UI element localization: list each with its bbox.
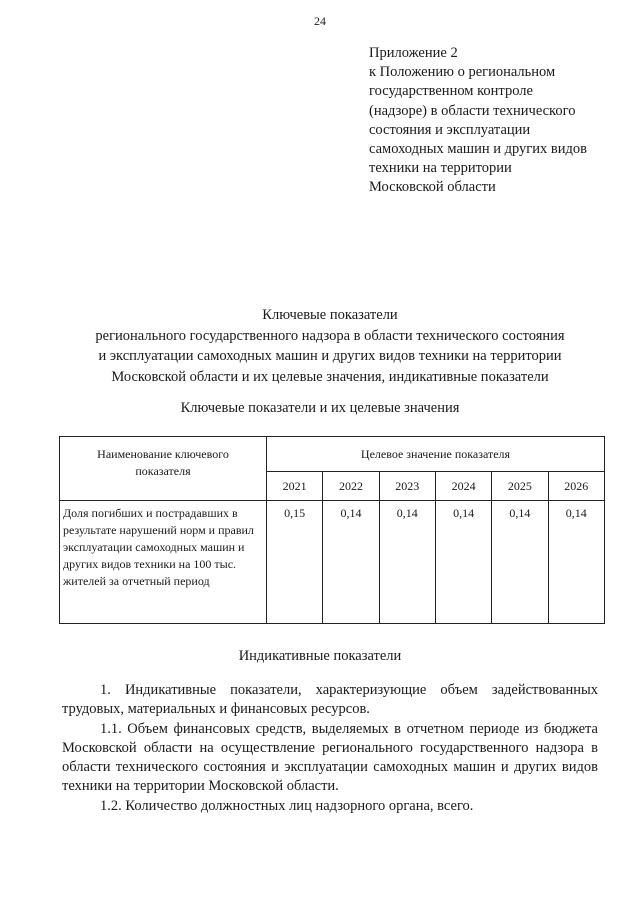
table-title: Ключевые показатели и их целевые значения [180,400,460,416]
paragraph: 1.1. Объем финансовых средств, выделяемых в отчетном периоде из бюджета Московской области на осуществление регионального государственного надзора в области технического состояния и эксплуатации самоходных машин и других видов техники на территории Московской области. [62,720,598,795]
value-cell: 0,14 [323,501,379,624]
paragraph: 1. Индикативные показатели, характеризующие объем задействованных трудовых, материальных и финансовых ресурсов. [62,682,598,718]
year-header: 2024 [435,472,491,501]
appendix-line: (надзоре) в области технического [369,102,576,119]
appendix-line: состояния и эксплуатации [369,121,531,138]
appendix-line: к Положению о региональном [369,64,556,81]
value-cell: 0,14 [548,501,604,624]
heading-line: и эксплуатации самоходных машин и других видов техники на территории [98,348,562,364]
name-column-header: Наименование ключевого показателя [60,437,267,501]
appendix-line: техники на территории [369,160,512,177]
year-header: 2023 [379,472,435,501]
document-heading [40,305,620,387]
year-header: 2021 [267,472,323,501]
indicator-name-cell: Доля погибших и пострадавших в результате нарушений норм и правил эксплуатации самоходных машин и других видов техники на 100 тыс. жителей за отчетный период [60,501,267,624]
paragraph: 1.2. Количество должностных лиц надзорного органа, всего. [100,797,474,814]
heading-line: Московской области и их целевые значения, индикативные показатели [111,368,549,385]
heading-line: Ключевые показатели [262,307,398,323]
appendix-line: Московской области [369,179,496,196]
indicative-body [62,681,598,816]
page-number: 24 [314,14,326,28]
indicative-section-title: Индикативные показатели [238,648,402,664]
year-header: 2026 [548,472,604,501]
appendix-line: государственном контроле [369,83,533,100]
heading-line: регионального государственного надзора в области технического состояния [95,327,565,344]
appendix-line: Приложение 2 [369,45,458,61]
appendix-line: самоходных машин и других видов [369,141,587,158]
key-indicators-table [59,436,605,624]
value-cell: 0,14 [492,501,548,624]
value-cell: 0,14 [435,501,491,624]
year-header: 2022 [323,472,379,501]
table-row [60,501,605,624]
appendix-note [369,44,619,198]
year-header: 2025 [492,472,548,501]
value-cell: 0,14 [379,501,435,624]
value-cell: 0,15 [267,501,323,624]
target-value-header: Целевое значение показателя [267,437,605,472]
